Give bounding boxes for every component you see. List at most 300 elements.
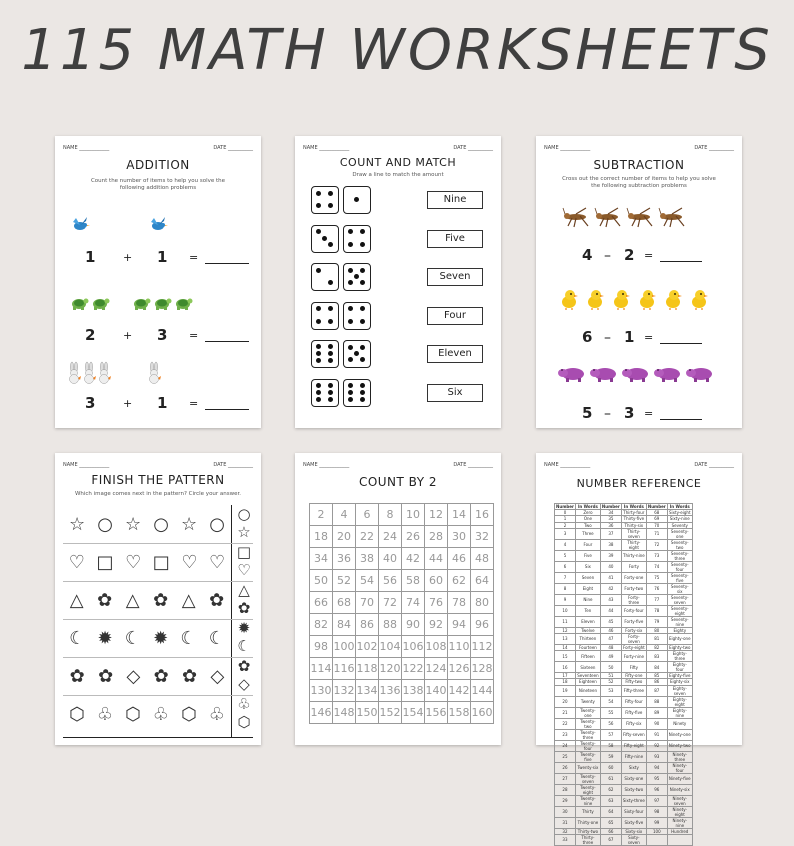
answer-choice[interactable]: ☆ [237,523,251,541]
pattern-shape: ☆ [125,513,142,535]
grid-cell: 160 [471,702,494,724]
match-word-box[interactable]: Five [427,230,483,248]
worksheet-title: COUNT BY 2 [358,475,438,489]
ref-cell: Fifty [621,662,646,673]
count-match-worksheet [295,136,501,428]
pattern-row [63,548,231,576]
grid-cell: 80 [471,592,494,614]
ref-row [555,539,693,550]
ref-row [555,651,693,662]
ref-cell: Four [575,539,600,550]
grid-cell: 136 [379,680,402,702]
answer-line[interactable] [660,419,702,420]
pattern-shape: ⬡ [181,703,197,725]
ref-header-cell: Number [601,504,620,510]
ref-cell: 65 [600,817,621,828]
equals-sign: = [644,407,654,420]
ref-cell: Thirty-seven [621,528,646,539]
grid-cell: 74 [402,592,425,614]
ref-cell: 64 [600,806,621,817]
ref-cell: 54 [600,696,621,707]
ref-cell: Twenty-nine [575,795,600,806]
ref-cell: 14 [555,644,576,650]
ref-cell: Fifty-nine [621,751,646,762]
answer-line[interactable] [205,341,249,342]
ref-cell: 6 [555,561,576,572]
grid-cell: 94 [448,614,471,636]
name-date-header [303,145,493,153]
ref-cell: Seven [575,572,600,583]
ref-cell: One [575,516,600,522]
grid-cell: 42 [402,548,425,570]
pattern-shape: ♡ [68,551,85,573]
pattern-shape: ♧ [208,703,225,725]
ref-cell: Forty-one [621,572,646,583]
answer-line[interactable] [660,261,702,262]
pattern-worksheet [55,453,261,745]
ref-cell [667,834,692,845]
ref-cell: 4 [555,539,576,550]
item-group [558,288,710,314]
grid-cell: 44 [425,548,448,570]
ref-cell: Sixty-five [621,817,646,828]
ref-cell: Twenty-eight [575,784,600,795]
grid-cell: 114 [310,658,333,680]
match-word-box[interactable]: Four [427,307,483,325]
ref-cell: 15 [555,651,576,662]
right-item-group [147,216,169,238]
die-pip [328,280,333,285]
ref-cell: 7 [555,572,576,583]
pattern-row [63,624,231,652]
date-label: DATE __________ [694,462,734,468]
answer-choices[interactable] [233,657,255,693]
ref-cell: Thirty-four [623,510,645,516]
ref-cell: 58 [600,740,621,751]
ref-cell: 75 [646,572,667,583]
die-pip [360,242,365,247]
minus-sign: – [604,406,611,422]
grid-cell: 72 [379,592,402,614]
turtle-icon [90,294,110,314]
ref-row [555,662,693,673]
die-pip [360,357,365,362]
grid-cell: 76 [425,592,448,614]
grid-cell: 84 [333,614,356,636]
ref-cell: Twenty-seven [575,773,600,784]
ref-row [555,528,693,539]
answer-choices[interactable] [233,543,255,579]
ref-cell: Thirty-three [575,834,600,845]
match-word-box[interactable]: Seven [427,268,483,286]
pattern-shape: ✿ [182,665,198,687]
ref-cell: Forty-two [621,583,646,594]
ref-cell: 51 [600,673,621,679]
ref-cell: Eighty-two [669,645,691,651]
ref-cell: Thirty-nine [621,550,646,561]
answer-choice[interactable]: ✹ [237,619,251,637]
grid-cell: 130 [310,680,333,702]
ref-row [555,572,693,583]
ref-cell: 82 [646,644,667,650]
row-separator [63,543,253,544]
grid-cell: 52 [333,570,356,592]
match-word-box[interactable]: Six [427,384,483,402]
ref-cell: 43 [600,594,621,605]
date-label: DATE __________ [213,462,253,468]
ref-row [555,751,693,762]
grid-row [310,680,494,702]
equals-sign: = [189,397,199,410]
match-word-box[interactable]: Nine [427,191,483,209]
name-label: NAME ____________ [303,462,350,468]
ref-cell: 39 [600,550,621,561]
grid-cell: 150 [356,702,379,724]
ref-cell: Twenty-three [575,729,600,740]
ref-cell: 3 [555,528,576,539]
page-title: 115 MATH WORKSHEETS [21,18,773,83]
grid-cell: 140 [425,680,448,702]
die-pip [328,397,333,402]
ref-cell: 79 [646,616,667,627]
ref-cell: Twenty-five [575,751,600,762]
grid-cell: 158 [448,702,471,724]
ref-cell: Hundred [667,828,692,834]
ref-cell: Seventy-one [667,528,692,539]
addend-b: 1 [157,394,168,412]
name-label: NAME ____________ [63,145,110,151]
ref-cell: 11 [555,616,576,627]
chick-icon [636,288,658,314]
ref-row [555,561,693,572]
die [311,225,339,253]
die [311,302,339,330]
ref-header-cell: In Words [575,504,600,510]
date-label: DATE __________ [453,145,493,151]
die-pip [348,306,353,311]
die-pip [316,229,321,234]
ref-cell: Sixty-seven [621,834,646,845]
answer-choices[interactable] [233,619,255,655]
ref-cell: Eighty-three [667,651,692,662]
answer-choice[interactable]: ✿ [237,657,251,675]
ref-cell: 50 [600,662,621,673]
ref-cell: 40 [600,561,621,572]
answer-choices[interactable] [233,505,255,541]
answer-choice[interactable]: ◇ [238,675,250,693]
die-pip [328,203,333,208]
answer-choice[interactable]: ✿ [237,599,251,617]
answer-choice[interactable]: ○ [237,505,251,523]
ref-cell: 99 [646,817,667,828]
grid-row [310,702,494,724]
ref-cell: 48 [600,644,621,650]
ref-cell: 2 [555,522,576,528]
name-date-header [63,462,253,470]
number-grid [309,503,494,724]
ref-cell: 96 [646,784,667,795]
ref-cell: 100 [646,828,667,834]
die-pip [316,344,321,349]
grid-cell: 98 [310,636,333,658]
ref-cell: Fifty-two [621,679,646,685]
ref-cell: 9 [555,594,576,605]
subtrahend: 3 [624,404,635,422]
die-pip [348,390,353,395]
hippo-icon [558,364,586,386]
answer-choice[interactable]: □ [236,543,252,561]
ref-cell: 56 [600,718,621,729]
rabbit-icon [147,362,161,388]
worksheet-title: SUBTRACTION [593,158,685,172]
die-pip [348,242,353,247]
pattern-shape: ⬡ [125,703,141,725]
grid-cell: 36 [333,548,356,570]
ref-cell: 85 [646,673,667,679]
grid-cell: 152 [379,702,402,724]
die [343,225,371,253]
subtrahend: 2 [624,246,635,264]
grid-cell: 24 [379,526,402,548]
ref-cell: Eighteen [575,679,600,685]
grid-cell: 96 [471,614,494,636]
grid-cell: 2 [310,504,333,526]
die-pip [348,357,353,362]
die-pip [348,319,353,324]
ref-cell: Nineteen [575,685,600,696]
grid-cell: 126 [448,658,471,680]
ref-cell: Fifty-five [621,707,646,718]
ref-cell: Sixty-four [621,806,646,817]
ref-cell: Twenty-one [575,707,600,718]
ref-cell: 32 [555,828,576,834]
name-date-header [63,145,253,153]
ref-cell: Eighty-one [667,633,692,644]
die-pip [360,397,365,402]
grid-cell: 60 [425,570,448,592]
name-date-header [544,462,734,470]
ref-row [555,594,693,605]
pattern-shape: ☆ [69,513,86,535]
ref-cell: Forty-five [621,616,646,627]
die-pip [316,319,321,324]
ref-cell: Sixty-two [621,784,646,795]
ref-cell: Fifty-four [621,696,646,707]
die-pip [328,306,333,311]
plus-sign: + [123,251,133,264]
ref-cell: Eighty-seven [667,685,692,696]
rabbit-icon [82,362,96,388]
hippo-icon [654,364,682,386]
ref-cell: Sixty-eight [668,510,691,516]
ref-cell: 61 [600,773,621,784]
pattern-shape: △ [125,589,140,611]
grid-row [310,548,494,570]
ref-cell: 22 [555,718,576,729]
pattern-shape: △ [69,589,84,611]
ref-cell: Forty-six [621,627,646,633]
die [311,379,339,407]
pattern-shape: ♡ [125,551,142,573]
grid-cell: 88 [379,614,402,636]
grid-cell: 118 [356,658,379,680]
grid-cell: 142 [448,680,471,702]
die-pip [354,274,359,279]
ref-cell: 24 [555,740,576,751]
pattern-shape: ♡ [209,551,226,573]
ref-cell: 31 [555,817,576,828]
chick-icon [610,288,632,314]
answer-line[interactable] [660,343,702,344]
ref-cell: 30 [555,806,576,817]
die-pip [328,351,333,356]
row-separator [63,619,253,620]
answer-choice[interactable]: ♧ [237,695,251,713]
die-pip [316,397,321,402]
ref-cell: 73 [646,550,667,561]
ref-cell: 10 [555,605,576,616]
grid-cell: 86 [356,614,379,636]
ref-cell: Fifteen [575,651,600,662]
addend-a: 3 [85,394,96,412]
right-item-group [147,362,161,388]
ref-cell: 26 [555,762,576,773]
ref-cell: 84 [646,662,667,673]
die [343,379,371,407]
addend-a: 1 [85,248,96,266]
ref-cell: 67 [600,834,621,845]
grid-row [310,504,494,526]
ref-cell: Thirty [575,806,600,817]
date-label: DATE __________ [694,145,734,151]
ref-cell: Twelve [575,627,600,633]
pattern-shape: ♧ [152,703,169,725]
ref-cell: Six [575,561,600,572]
grid-cell: 62 [448,570,471,592]
grid-row [310,592,494,614]
pattern-shape: □ [152,551,170,573]
die-pip [348,268,353,273]
answer-choice[interactable]: ⬡ [237,713,251,731]
grid-cell: 112 [471,636,494,658]
grid-cell: 16 [471,504,494,526]
grid-cell: 64 [471,570,494,592]
worksheet-instructions: Count the number of items to help you solve the following addition problems [90,178,226,191]
ref-cell: 90 [646,718,667,729]
ref-cell: 38 [600,539,621,550]
ref-cell: 18 [555,679,576,685]
ref-header-cell: Number [647,504,666,510]
grid-cell: 122 [402,658,425,680]
ref-row [555,633,693,644]
match-word-box[interactable]: Eleven [427,345,483,363]
pattern-shape: ✿ [153,589,169,611]
ref-cell: 49 [600,651,621,662]
ref-cell: Twenty-four [575,740,600,751]
pattern-shape: ✿ [97,589,113,611]
bird-icon [147,216,169,238]
ref-cell: Thirteen [575,633,600,644]
worksheet-title: FINISH THE PATTERN [91,473,225,487]
answer-divider [231,505,232,737]
answer-choices[interactable] [233,695,255,731]
grid-cell: 70 [356,592,379,614]
answer-choice[interactable]: ♡ [237,561,251,579]
grid-cell: 108 [425,636,448,658]
pattern-shape: △ [181,589,196,611]
answer-line[interactable] [205,409,249,410]
ref-cell: 52 [600,679,621,685]
ref-cell: 83 [646,651,667,662]
die-pip [348,345,353,350]
die-pip [354,351,359,356]
ref-cell: Seventy-seven [667,594,692,605]
ref-cell: 89 [646,707,667,718]
grid-cell: 100 [333,636,356,658]
pattern-shape: ◇ [126,665,141,687]
ref-cell: Seventy [667,522,692,528]
ref-cell: 12 [555,627,576,633]
pattern-shape: ✹ [97,627,113,649]
ref-cell: Fifty-three [621,685,646,696]
ref-cell: Forty [621,561,646,572]
ref-row [555,583,693,594]
name-label: NAME ____________ [544,145,591,151]
answer-line[interactable] [205,263,249,264]
ref-cell: 71 [646,528,667,539]
ref-cell: Zero [575,510,600,516]
answer-choices[interactable] [233,581,255,617]
grid-cell: 14 [448,504,471,526]
grid-row [310,526,494,548]
ref-cell: 93 [646,751,667,762]
grid-cell: 82 [310,614,333,636]
ref-cell: Eleven [575,616,600,627]
grid-cell: 110 [448,636,471,658]
addend-b: 1 [157,248,168,266]
ref-row [555,762,693,773]
ref-header-cell: Number [556,504,574,510]
ref-cell: Sixty [621,762,646,773]
die [311,340,339,368]
ref-row [555,834,693,845]
chick-icon [662,288,684,314]
grid-cell: 6 [356,504,379,526]
ref-cell: 97 [646,795,667,806]
grid-cell: 148 [333,702,356,724]
answer-choice[interactable]: △ [238,581,250,599]
pattern-shape: ✿ [98,665,114,687]
equals-sign: = [189,329,199,342]
name-label: NAME ____________ [544,462,591,468]
ref-cell: Sixty-six [621,828,646,834]
grid-cell: 154 [402,702,425,724]
ref-cell: 8 [555,583,576,594]
ref-cell: Thirty-one [575,817,600,828]
ref-cell: 69 [646,516,667,522]
ref-cell: Seventy-three [667,550,692,561]
ref-cell: 35 [600,516,621,522]
grid-cell: 50 [310,570,333,592]
ref-cell: Eighty-nine [667,707,692,718]
die-pip [348,280,353,285]
ref-row [555,550,693,561]
minuend: 5 [582,404,593,422]
pattern-shape: ○ [209,513,225,535]
ref-header-cell: In Words [667,504,692,510]
answer-choice[interactable]: ☾ [237,637,251,655]
worksheet-title: NUMBER REFERENCE [576,477,702,490]
